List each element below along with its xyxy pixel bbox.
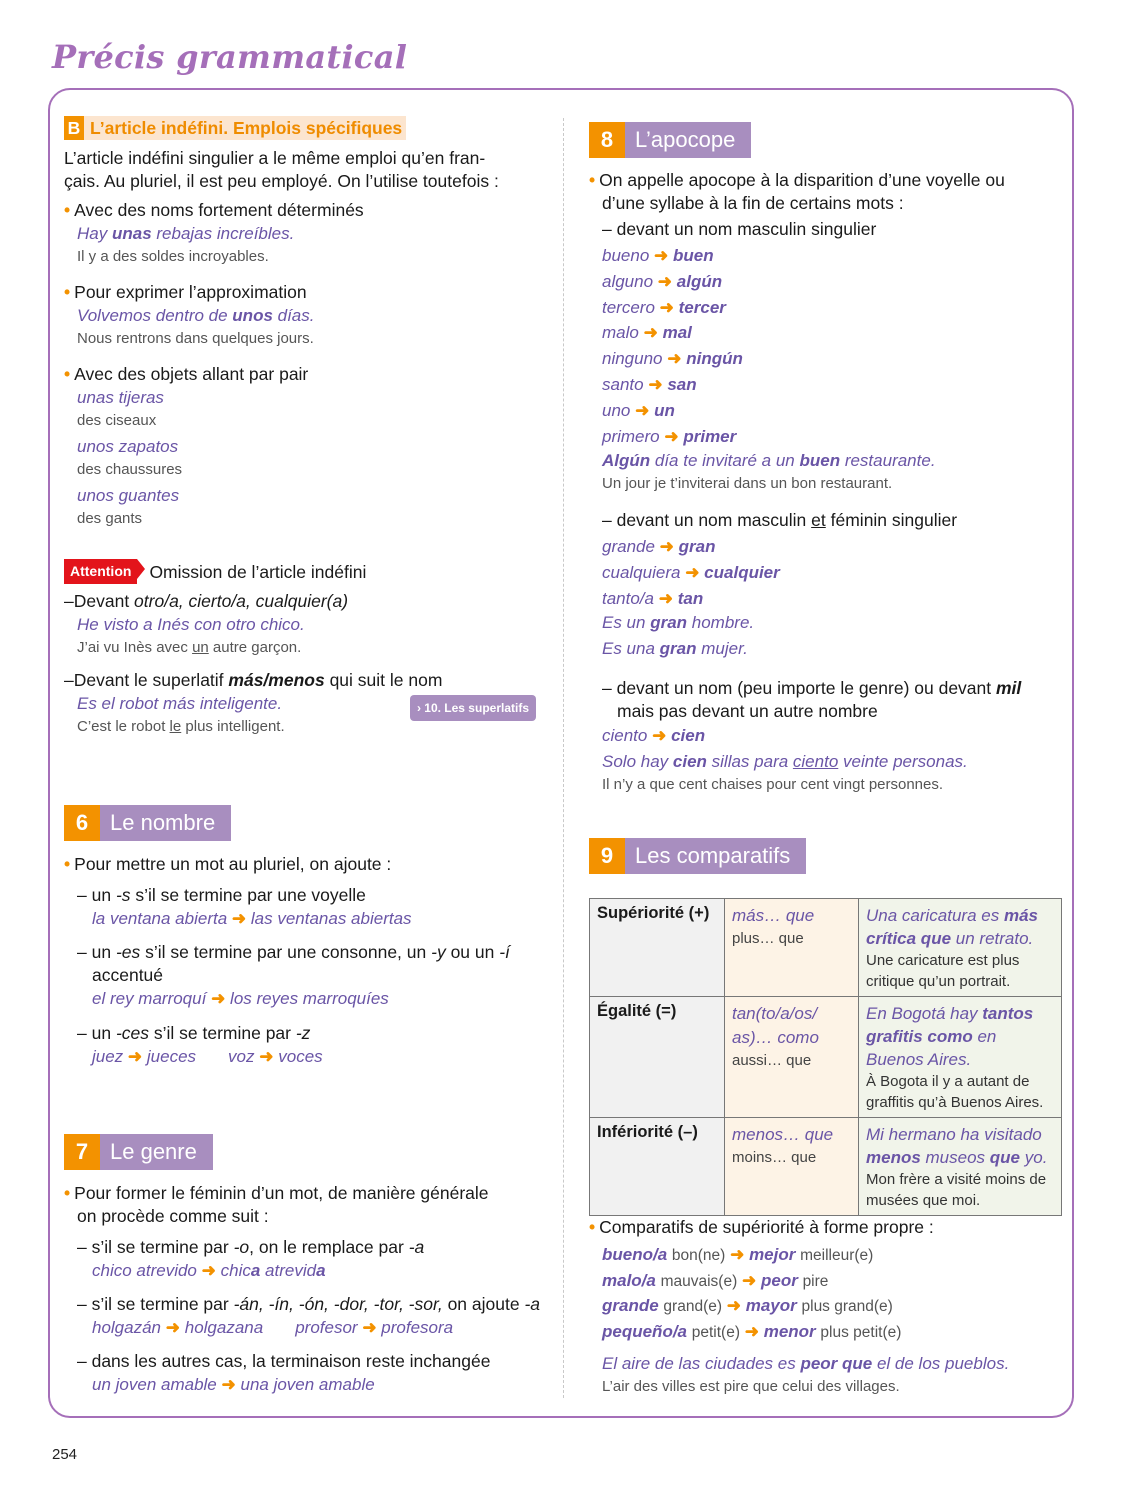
section-6-intro: • Pour mettre un mot au pluriel, on ajoute : <box>64 854 392 874</box>
comparative-fr: pire <box>802 1272 829 1290</box>
apocope-pair <box>602 320 1076 346</box>
apocope-rule-1: – devant un nom masculin singulier <box>602 219 877 239</box>
form-es: más… que <box>732 906 815 925</box>
omission-1: –Devant otro/a, cierto/a, cualquier(a) He visto a Inés con otro chico. J’ai vu Inès avec un autre garçon. <box>64 590 542 659</box>
comparative-es: mejor <box>749 1245 796 1264</box>
word-apocope: cualquier <box>704 562 780 582</box>
attention-box <box>64 559 542 584</box>
word-apocope: gran <box>678 537 716 556</box>
gender-rule-3: – dans les autres cas, la terminaison reste inchangée un joven amable ➜ una joven amable <box>77 1351 491 1394</box>
word-fr: bon(ne) <box>671 1247 726 1264</box>
word-apocope: algún <box>676 271 723 291</box>
apocope-pair <box>602 346 1076 372</box>
comparative-fr: plus petit(e) <box>820 1323 902 1341</box>
page-number: 254 <box>52 1446 78 1463</box>
apocope-pair <box>602 372 1076 398</box>
word-apocope: tan <box>677 588 704 608</box>
apocope-pair <box>602 424 1076 450</box>
section-8-intro: • On appelle apocope à la disparition d’une voyelle ou d’une syllabe à la fin de certains mots : <box>589 170 1005 213</box>
apocope-pair <box>602 534 1076 560</box>
example-es: Volvemos dentro de unos días. <box>77 306 315 325</box>
comparative-fr: plus grand(e) <box>801 1298 893 1315</box>
example-fr: J’ai vu Inès avec un autre garçon. <box>77 639 302 656</box>
comparatives-table <box>589 898 1062 1216</box>
form-es: menos… que <box>732 1125 834 1144</box>
comparison-example <box>859 997 1062 1118</box>
comparative-fr: meilleur(e) <box>800 1247 874 1264</box>
comparatif-propre-item <box>602 1242 1076 1268</box>
comparatifs-propres-list <box>589 1242 1076 1344</box>
arrow-icon: ➜ <box>652 726 667 745</box>
word-es: pequeño/a <box>602 1321 688 1341</box>
section-b-heading <box>64 116 542 140</box>
bullet-icon: • <box>64 282 71 302</box>
comparison-label: Infériorité (–) <box>590 1118 725 1216</box>
example-es: Una caricatura es más crítica que un retrato. <box>866 906 1038 948</box>
example-es: Hay unas rebajas increíbles. <box>77 224 295 243</box>
apocope-example-1: Algún día te invitaré a un buen restaurante. Un jour je t’inviterai dans un bon restaurant. <box>602 451 936 492</box>
attention-title: Omission de l’article indéfini <box>149 562 367 582</box>
word-full: ninguno <box>602 349 663 369</box>
arrow-icon: ➜ <box>654 246 669 265</box>
word-full: uno <box>602 400 631 420</box>
bullet-icon: • <box>64 200 71 220</box>
word-full: tanto/a <box>602 588 654 608</box>
word-apocope: san <box>667 374 697 394</box>
word-full: tercero <box>602 297 655 317</box>
arrow-icon: ➜ <box>231 909 247 928</box>
word-apocope: buen <box>673 246 714 265</box>
apocope-rule-3: – devant un nom (peu importe le genre) ou devant mil mais pas devant un autre nombre <box>602 678 1022 721</box>
page-title: Précis grammatical <box>52 38 408 76</box>
word-fr: mauvais(e) <box>660 1272 738 1290</box>
section-letter: B <box>64 116 84 140</box>
arrow-icon: ➜ <box>658 588 673 608</box>
example-es: Mi hermano ha visitado menos museos que yo. <box>866 1125 1048 1167</box>
bullet-icon: • <box>64 364 71 384</box>
comparative-es: mayor <box>745 1296 797 1315</box>
arrow-icon: ➜ <box>643 323 658 343</box>
example-fr: Il y a des soldes incroyables. <box>77 248 269 265</box>
arrow-icon: ➜ <box>201 1261 216 1280</box>
word-full: primero <box>602 426 660 446</box>
arrow-icon: ➜ <box>685 562 700 582</box>
comparatifs-propres-title: • Comparatifs de supériorité à forme propre : <box>589 1217 934 1237</box>
comparison-form <box>725 997 859 1118</box>
comparatif-propre-item <box>602 1268 1076 1294</box>
omission-2: –Devant le superlatif más/menos qui suit le nom Es el robot más inteligente. › 10. Les superlatifs C’est le robot le plus intelligent. <box>64 669 542 738</box>
example-es: Es el robot más inteligente. › 10. Les superlatifs <box>64 692 542 716</box>
attention-badge: Attention <box>64 559 137 584</box>
comparatif-propre-item <box>602 1319 1076 1345</box>
apocope-pair <box>602 398 1076 424</box>
word-full: cualquiera <box>602 562 681 582</box>
word-full: bueno <box>602 246 650 265</box>
gender-rule-1: – s’il se termine par -o, on le remplace par -a chico atrevido ➜ chica atrevida <box>77 1237 425 1280</box>
example-es: unas tijeras <box>77 388 164 407</box>
arrow-icon: ➜ <box>659 297 674 317</box>
arrow-icon: ➜ <box>659 537 674 556</box>
comparison-example <box>859 899 1062 997</box>
comparison-example <box>859 1118 1062 1216</box>
section-b-title: L’article indéfini. Emplois spécifiques <box>90 117 403 138</box>
example-es: En Bogotá hay tantos grafitis como en Buenos Aires. <box>866 1004 1034 1069</box>
usage-3: • Avec des objets allant par pair unas tijeras des ciseaux unos zapatos des chaussures unos guantes des gants <box>64 363 542 530</box>
apocope-pair <box>602 560 1076 586</box>
arrow-icon: ➜ <box>362 1318 377 1337</box>
arrow-icon: ➜ <box>259 1047 274 1066</box>
arrow-icon: ➜ <box>211 989 226 1008</box>
arrow-icon: ➜ <box>667 349 682 369</box>
arrow-icon: ➜ <box>730 1245 745 1264</box>
comparatif-propre-item <box>602 1293 1076 1319</box>
word-apocope: primer <box>683 426 737 446</box>
word-apocope: mal <box>662 323 692 343</box>
example-fr: des ciseaux <box>77 412 157 429</box>
arrow-icon: ➜ <box>648 374 663 394</box>
word-full: alguno <box>602 271 654 291</box>
example-es: unos guantes <box>77 486 180 505</box>
form-fr: aussi… que <box>732 1052 812 1069</box>
apocope-example-2: Es un gran hombre. Es una gran mujer. <box>602 613 755 658</box>
plural-rule-3: – un -ces s’il se termine par -z juez ➜ jueces voz ➜ voces <box>77 1023 323 1066</box>
apocope-pair <box>602 269 1076 295</box>
example-es: He visto a Inés con otro chico. <box>77 615 305 634</box>
word-es: bueno/a <box>602 1245 668 1264</box>
apocope-pairs-2 <box>589 534 1076 611</box>
word-full: santo <box>602 374 644 394</box>
column-divider <box>563 118 564 1398</box>
arrow-icon: ➜ <box>742 1270 757 1290</box>
section-7-heading: 7 Le genre <box>64 1134 213 1170</box>
apocope-pair <box>602 243 1076 269</box>
example-fr: Nous rentrons dans quelques jours. <box>77 330 314 347</box>
form-fr: plus… que <box>732 930 804 947</box>
gender-rule-2: – s’il se termine par -án, -ín, -ón, -dor, -tor, -sor, on ajoute -a holgazán ➜ holgazana profesor ➜ profesora <box>77 1294 540 1337</box>
arrow-icon: ➜ <box>657 271 673 291</box>
word-fr: grand(e) <box>663 1298 723 1315</box>
arrow-icon: ➜ <box>165 1318 180 1337</box>
word-apocope: ningún <box>686 349 743 369</box>
usage-2: • Pour exprimer l’approximation Volvemos dentro de unos días. Nous rentrons dans quelques jours. <box>64 281 542 350</box>
cross-reference-link[interactable]: › 10. Les superlatifs <box>410 695 536 721</box>
comparison-label: Supériorité (+) <box>590 899 725 997</box>
word-es: malo/a <box>602 1270 656 1290</box>
arrow-icon: ➜ <box>127 1047 143 1066</box>
comparison-form <box>725 1118 859 1216</box>
section-9-heading: 9 Les comparatifs <box>589 838 806 874</box>
word-full: malo <box>602 323 639 343</box>
section-8-heading: 8 L’apocope <box>589 122 751 158</box>
word-fr: petit(e) <box>691 1323 740 1341</box>
usage-1: • Avec des noms fortement déterminés Hay unas rebajas increíbles. Il y a des soldes incroyables. <box>64 199 542 268</box>
arrow-icon: ➜ <box>635 400 650 420</box>
apocope-rule-2: – devant un nom masculin et féminin singulier <box>602 510 958 530</box>
table-row <box>590 1118 1062 1216</box>
apocope-example-3: ciento ➜ cien Solo hay cien sillas para ciento veinte personas. Il n’y a que cent chaises pour cent vingt personnes. <box>602 726 968 793</box>
example-es: unos zapatos <box>77 437 179 456</box>
section-6-heading: 6 Le nombre <box>64 805 231 841</box>
example-fr: Une caricature est plus critique qu’un portrait. <box>866 952 1020 990</box>
arrow-icon: ➜ <box>221 1375 236 1394</box>
comparative-es: menor <box>763 1321 816 1341</box>
word-es: grande <box>602 1296 659 1315</box>
word-apocope: un <box>654 400 675 420</box>
bullet-icon: • <box>589 170 596 190</box>
table-row <box>590 899 1062 997</box>
apocope-pair <box>602 295 1076 321</box>
comparison-form <box>725 899 859 997</box>
arrow-icon: ➜ <box>744 1321 759 1341</box>
apocope-pair <box>602 586 1076 612</box>
comparison-label: Égalité (=) <box>590 997 725 1118</box>
word-apocope: tercer <box>678 297 726 317</box>
comparative-es: peor <box>760 1270 798 1290</box>
section-b-intro: L’article indéfini singulier a le même emploi qu’en fran- çais. Au pluriel, il est peu employé. On l’utilise toutefois : <box>64 148 499 191</box>
bullet-icon: • <box>64 854 71 874</box>
section-7-intro: • Pour former le féminin d’un mot, de manière générale on procède comme suit : <box>64 1183 489 1226</box>
form-fr: moins… que <box>732 1149 817 1166</box>
arrow-icon: ➜ <box>726 1296 741 1315</box>
comparatifs-example: El aire de las ciudades es peor que el de los pueblos. L’air des villes est pire que celui des villages. <box>602 1354 1010 1395</box>
example-fr: Mon frère a visité moins de musées que moi. <box>866 1171 1047 1209</box>
table-row <box>590 997 1062 1118</box>
example-fr: C’est le robot le plus intelligent. <box>77 718 285 735</box>
bullet-icon: • <box>589 1217 596 1237</box>
apocope-pairs-1 <box>589 243 1076 449</box>
bullet-icon: • <box>64 1183 71 1203</box>
example-fr: À Bogota il y a autant de graffitis qu’à Buenos Aires. <box>866 1073 1044 1111</box>
example-fr: des chaussures <box>77 461 183 478</box>
example-fr: des gants <box>77 510 143 527</box>
plural-rule-2: – un -es s’il se termine par une consonne, un -y ou un -í accentué el rey marroquí ➜ los reyes marroquíes <box>77 942 510 1008</box>
word-full: grande <box>602 537 655 556</box>
arrow-icon: ➜ <box>664 426 679 446</box>
plural-rule-1: – un -s s’il se termine par une voyelle la ventana abierta ➜ las ventanas abiertas <box>77 885 412 928</box>
form-es: tan(to/a/os/ as)… como <box>732 1004 819 1047</box>
